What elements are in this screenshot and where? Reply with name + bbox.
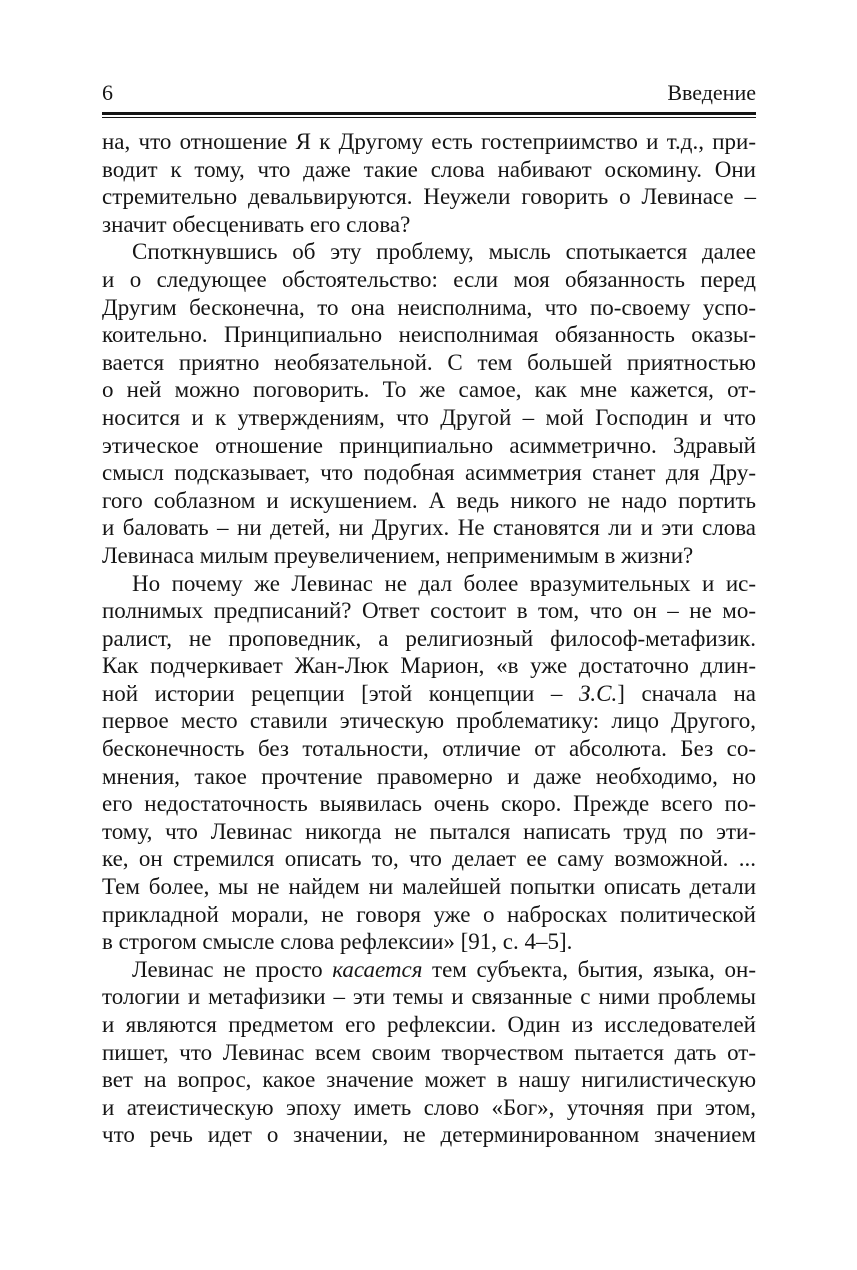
author-initials: З.С. (578, 680, 618, 706)
body-text (102, 128, 756, 1149)
text-line: первое место ставили этическую проблематику: лицо Другого, (102, 708, 756, 734)
text-line: и о следующее обстоятельство: если моя обязанность перед (102, 266, 756, 292)
text-run: ной истории рецепции [этой концепции – (102, 680, 579, 706)
text-line: смысл подсказывает, что подобная асимметрия станет для Дру- (102, 460, 756, 486)
text-line: бесконечность без тотальности, отличие от абсолюта. Без со- (102, 736, 756, 762)
header-rule-thick (102, 112, 756, 115)
text-line: тологии и метафизики – эти темы и связанные с ними проблемы (102, 984, 756, 1010)
text-line: Но почему же Левинас не дал более вразумительных и ис- (132, 570, 756, 596)
text-line: вет на вопрос, какое значение может в нашу нигилистическую (102, 1067, 756, 1093)
text-line: водит к тому, что даже такие слова набивают оскомину. Они (102, 156, 756, 182)
text-line: Споткнувшись об эту проблему, мысль спотыкается далее (132, 239, 756, 265)
text-line (102, 956, 756, 984)
text-line: о ней можно поговорить. То же самое, как мне кажется, от- (102, 377, 756, 403)
text-run: ] сначала на (617, 680, 756, 706)
paragraph-1 (102, 128, 756, 238)
emphasis-word: касается (332, 956, 423, 982)
running-header (102, 78, 756, 108)
paragraph-3 (102, 570, 756, 956)
page-number: 6 (102, 80, 113, 105)
text-line: что речь идет о значении, не детерминированном значением (102, 1122, 756, 1148)
text-line: ралист, не проповедник, а религиозный философ-метафизик. (102, 625, 756, 651)
text-line: его недостаточность выявилась очень скоро. Прежде всего по- (102, 791, 756, 817)
text-line: прикладной морали, не говоря уже о набросках политической (102, 901, 756, 927)
text-line: мнения, такое прочтение правомерно и даже необходимо, но (102, 763, 756, 789)
text-line: и баловать – ни детей, ни Других. Не становятся ли и эти слова (102, 515, 756, 541)
text-line (102, 680, 756, 708)
text-line: коительно. Принципиально неисполнимая обязанность оказы- (102, 322, 756, 348)
book-page (102, 78, 756, 1149)
text-line: ке, он стремился описать то, что делает ее саму возможной. ... (102, 846, 756, 872)
text-line: Тем более, мы не найдем ни малейшей попытки описать детали (102, 874, 756, 900)
text-line: на, что отношение Я к Другому есть гостеприимство и т.д., при- (102, 129, 756, 154)
paragraph-4 (102, 956, 756, 1149)
text-line: пишет, что Левинас всем своим творчеством пытается дать от- (102, 1039, 756, 1065)
text-line: тому, что Левинас никогда не пытался написать труд по эти- (102, 818, 756, 844)
text-line: Левинаса милым преувеличением, неприменимым в жизни? (102, 542, 694, 568)
text-line: значит обесценивать его слова? (102, 211, 411, 237)
header-rule-thin (102, 117, 756, 118)
text-run: Левинас не просто (132, 956, 333, 982)
text-line: и атеистическую эпоху иметь слово «Бог», уточняя при этом, (102, 1094, 756, 1120)
running-title: Введение (667, 80, 756, 105)
text-line: вается приятно необязательной. С тем большей приятностью (102, 349, 756, 375)
text-line: в строгом смысле слова рефлексии» [91, с. 4–5]. (102, 929, 573, 955)
text-line: и являются предметом его рефлексии. Один из исследователей (102, 1012, 756, 1037)
text-line: этическое отношение принципиально асимметрично. Здравый (102, 432, 756, 458)
text-line: Другим бесконечна, то она неисполнима, что по-своему успо- (102, 294, 756, 320)
text-line: стремительно девальвируются. Неужели говорить о Левинасе – (102, 184, 756, 210)
paragraph-2 (102, 238, 756, 569)
text-line: полнимых предписаний? Ответ состоит в том, что он – не мо- (102, 598, 756, 624)
text-line: носится и к утверждениям, что Другой – мой Господин и что (102, 404, 756, 430)
text-line: Как подчеркивает Жан-Люк Марион, «в уже достаточно длин- (102, 653, 756, 679)
text-run: тем субъекта, бытия, языка, он- (422, 956, 756, 982)
text-line: гого соблазном и искушением. А ведь никого не надо портить (102, 487, 756, 513)
